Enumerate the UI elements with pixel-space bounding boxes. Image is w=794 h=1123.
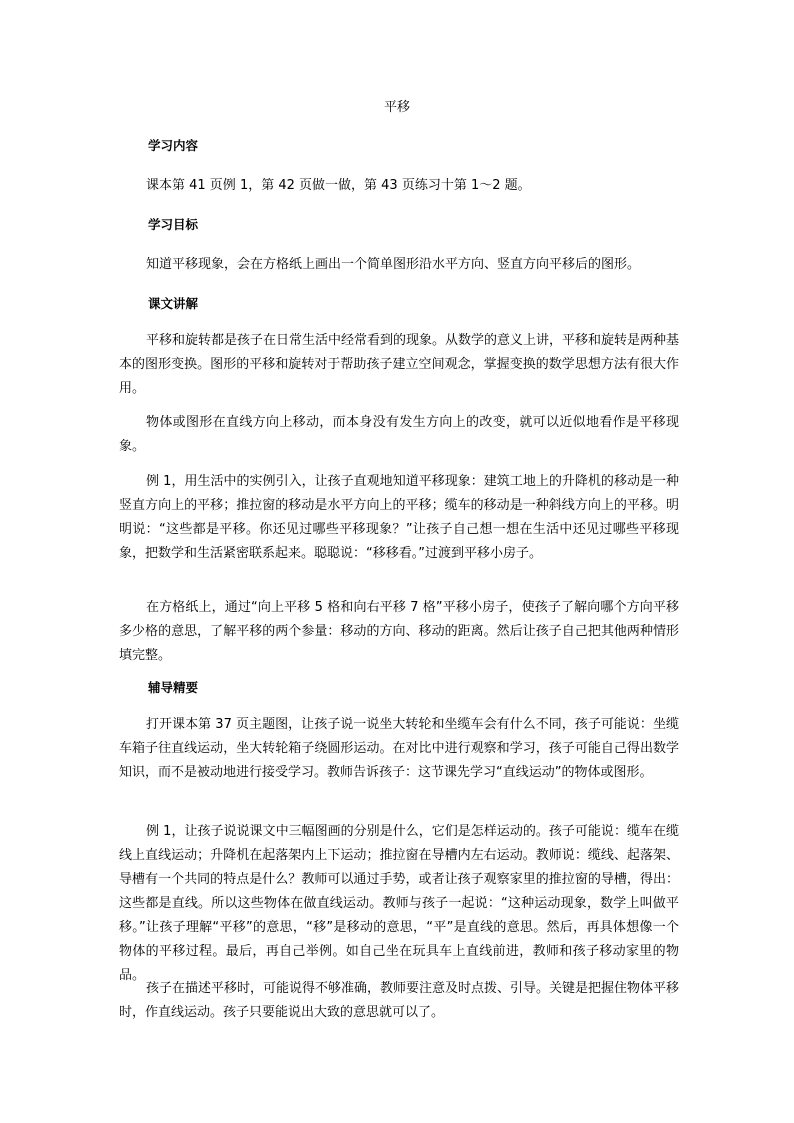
paragraph: 例 1，用生活中的实例引入，让孩子直观地知道平移现象：建筑工地上的升降机的移动是一种竖直方向上的平移；推拉窗的移动是水平方向上的平移；缆车的移动是一种斜线方向上的平移。明明说：“这些都是平移。你还见过哪些平移现象？”让孩子自己想一想在生活中还见过哪些平移现象，把数学和生活紧密联系起来。聪聪说：“移移看。”过渡到平移小房子。 xyxy=(119,474,679,561)
paragraph: 平移和旋转都是孩子在日常生活中经常看到的现象。从数学的意义上讲，平移和旋转是两种基本的图形变换。图形的平移和旋转对于帮助孩子建立空间观念，掌握变换的数学思想方法有很大作用。 xyxy=(119,333,680,396)
paragraph: 在方格纸上，通过“向上平移 5 格和向右平移 7 格”平移小房子，使孩子了解向哪个方向平移多少格的意思，了解平移的两个参量：移动的方向、移动的距离。然后让孩子自己把其他两种情形填完整。 xyxy=(119,600,679,663)
section-heading-text-explanation: 课文讲解 xyxy=(148,296,199,311)
document-title: 平移 xyxy=(383,100,410,115)
paragraph: 知道平移现象，会在方格纸上画出一个简单图形沿水平方向、竖直方向平移后的图形。 xyxy=(146,257,641,272)
section-heading-learning-goals: 学习目标 xyxy=(148,217,199,232)
section-heading-learning-content: 学习内容 xyxy=(148,138,199,153)
paragraph: 例 1，让孩子说说课文中三幅图画的分别是什么，它们是怎样运动的。孩子可能说：缆车在缆线上直线运动；升降机在起落架内上下运动；推拉窗在导槽内左右运动。教师说：缆线、起落架、导槽有一个共同的特点是什么？教师可以通过手势，或者让孩子观察家里的推拉窗的导槽，得出：这些都是直线。所以这些物体在做直线运动。教师与孩子一起说：“这种运动现象，数学上叫做平移。”让孩子理解“平移”的意思，“移”是移动的意思，“平”是直线的意思。然后，再具体想像一个物体的平移过程。最后，再自己举例。如自己坐在玩具车上直线前进，教师和孩子移动家里的物品。 xyxy=(119,824,679,983)
paragraph: 打开课本第 37 页主题图，让孩子说一说坐大转轮和坐缆车会有什么不同，孩子可能说：坐缆车箱子往直线运动，坐大转轮箱子绕圆形运动。在对比中进行观察和学习，孩子可能自己得出数学知识，而不是被动地进行接受学习。教师告诉孩子：这节课先学习“直线运动”的物体或图形。 xyxy=(119,717,679,780)
paragraph: 课本第 41 页例 1，第 42 页做一做，第 43 页练习十第 1～2 题。 xyxy=(146,178,531,193)
section-heading-tutoring-essentials: 辅导精要 xyxy=(148,680,199,695)
paragraph: 孩子在描述平移时，可能说得不够准确，教师要注意及时点拨、引导。关键是把握住物体平移时，作直线运动。孩子只要能说出大致的意思就可以了。 xyxy=(119,981,680,1020)
paragraph: 物体或图形在直线方向上移动，而本身没有发生方向上的改变，就可以近似地看作是平移现象。 xyxy=(119,415,679,454)
